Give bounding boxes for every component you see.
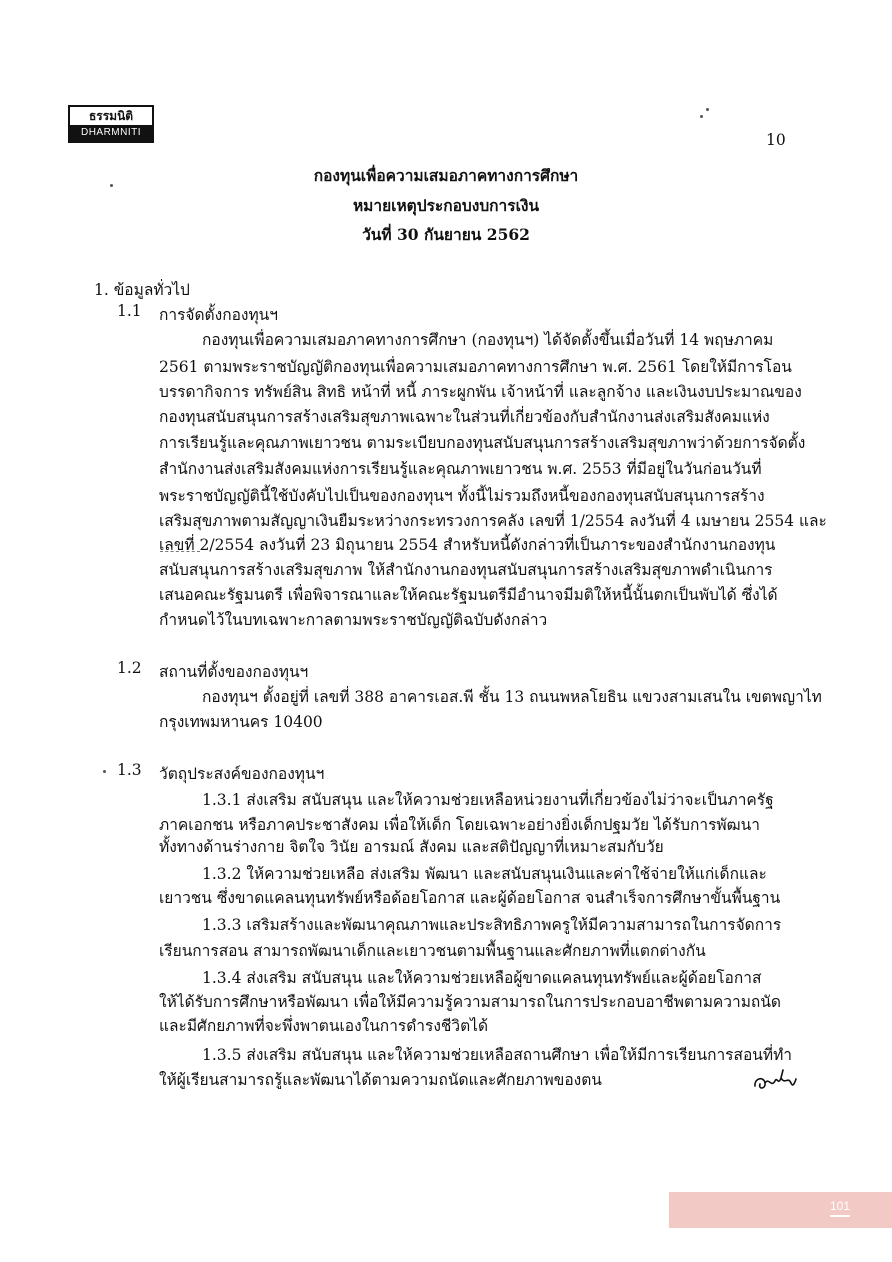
paragraph-line: สำนักงานส่งเสริมสังคมแห่งการเรียนรู้และคุณภาพเยาวชน พ.ศ. 2553 ที่มีอยู่ในวันก่อนวันที่ bbox=[159, 460, 762, 478]
objective-line: 1.3.4 ส่งเสริม สนับสนุน และให้ความช่วยเหลือผู้ขาดแคลนทุนทรัพย์และผู้ด้อยโอกาส bbox=[202, 969, 762, 987]
objective-line: และมีศักยภาพที่จะพึ่งพาตนเองในการดำรงชีวิตได้ bbox=[159, 1017, 489, 1035]
subsection-number-1-1: 1.1 bbox=[117, 302, 142, 320]
section-heading: 1. ข้อมูลทั่วไป bbox=[94, 281, 190, 299]
paragraph-line: เลขที่ 2/2554 ลงวันที่ 23 มิถุนายน 2554 สำหรับหนี้ดังกล่าวที่เป็นภาระของสำนักงานกองทุน bbox=[159, 536, 776, 554]
scan-dust bbox=[706, 108, 709, 111]
paragraph-line: กองทุนเพื่อความเสมอภาคทางการศึกษา (กองทุนฯ) ได้จัดตั้งขึ้นเมื่อวันที่ 14 พฤษภาคม bbox=[202, 331, 774, 349]
paragraph-line: เสนอคณะรัฐมนตรี เพื่อพิจารณาและให้คณะรัฐมนตรีมีอำนาจมีมติให้หนี้นั้นตกเป็นพับได้ ซึ่งได้ bbox=[159, 586, 778, 604]
paragraph-line: สนับสนุนการสร้างเสริมสุขภาพ ให้สำนักงานกองทุนสนับสนุนการสร้างเสริมสุขภาพดำเนินการ bbox=[159, 561, 773, 579]
objective-line: ทั้งทางด้านร่างกาย จิตใจ วินัย อารมณ์ สังคม และสติปัญญาที่เหมาะสมกับวัย bbox=[159, 838, 664, 856]
objective-line: ภาคเอกชน หรือภาคประชาสังคม เพื่อให้เด็ก โดยเฉพาะอย่างยิ่งเด็กปฐมวัย ได้รับการพัฒนา bbox=[159, 816, 760, 834]
signature-initial bbox=[752, 1064, 798, 1094]
scan-dust bbox=[700, 115, 703, 118]
paragraph-line: บรรดากิจการ ทรัพย์สิน สิทธิ หน้าที่ หนี้ ภาระผูกพัน เจ้าหน้าที่ และลูกจ้าง และเงินงบประมาณของ bbox=[159, 383, 802, 401]
paragraph-line: พระราชบัญญัตินี้ใช้บังคับไปเป็นของกองทุนฯ ทั้งนี้ไม่รวมถึงหนี้ของกองทุนสนับสนุนการสร้าง bbox=[159, 487, 765, 505]
objective-line: ให้ผู้เรียนสามารถรู้และพัฒนาได้ตามความถนัดและศักยภาพของตน bbox=[159, 1071, 602, 1089]
objective-line: 1.3.1 ส่งเสริม สนับสนุน และให้ความช่วยเหลือหน่วยงานที่เกี่ยวข้องไม่ว่าจะเป็นภาครัฐ bbox=[202, 791, 774, 809]
subsection-number-1-2: 1.2 bbox=[117, 659, 142, 677]
paragraph-line: กองทุนสนับสนุนการสร้างเสริมสุขภาพเฉพาะในส่วนที่เกี่ยวข้องกับสำนักงานส่งเสริมสังคมแห่ง bbox=[159, 408, 770, 426]
footer-page-number: 101 bbox=[830, 1199, 850, 1217]
scan-artifact-dash bbox=[160, 551, 200, 552]
objective-line: เยาวชน ซึ่งขาดแคลนทุนทรัพย์หรือด้อยโอกาส และผู้ด้อยโอกาส จนสำเร็จการศึกษาขั้นพื้นฐาน bbox=[159, 889, 781, 907]
objective-line: เรียนการสอน สามารถพัฒนาเด็กและเยาวชนตามพื้นฐานและศักยภาพที่แตกต่างกัน bbox=[159, 942, 706, 960]
page-number: 10 bbox=[766, 131, 786, 149]
subsection-title-1-1: การจัดตั้งกองทุนฯ bbox=[159, 306, 278, 324]
objective-line: ให้ได้รับการศึกษาหรือพัฒนา เพื่อให้มีความรู้ความสามารถในการประกอบอาชีพตามความถนัด bbox=[159, 993, 781, 1011]
objective-line: 1.3.3 เสริมสร้างและพัฒนาคุณภาพและประสิทธิภาพครูให้มีความสามารถในการจัดการ bbox=[202, 916, 782, 934]
subsection-title-1-2: สถานที่ตั้งของกองทุนฯ bbox=[159, 663, 309, 681]
report-date: วันที่ 30 กันยายน 2562 bbox=[362, 225, 530, 244]
footer-page-band bbox=[669, 1192, 892, 1228]
subsection-title-1-3: วัตถุประสงค์ของกองทุนฯ bbox=[159, 765, 325, 783]
paragraph-line: กำหนดไว้ในบทเฉพาะกาลตามพระราชบัญญัติฉบับดังกล่าว bbox=[159, 611, 548, 629]
paragraph-line: การเรียนรู้และคุณภาพเยาวชน ตามระเบียบกองทุนสนับสนุนการสร้างเสริมสุขภาพว่าด้วยการจัดตั้ง bbox=[159, 434, 806, 452]
report-subtitle: หมายเหตุประกอบงบการเงิน bbox=[352, 196, 540, 215]
paragraph-line: เสริมสุขภาพตามสัญญาเงินยืมระหว่างกระทรวงการคลัง เลขที่ 1/2554 ลงวันที่ 4 เมษายน 2554 และ bbox=[159, 512, 827, 530]
subsection-number-1-3: 1.3 bbox=[117, 761, 142, 779]
paragraph-line: 2561 ตามพระราชบัญญัติกองทุนเพื่อความเสมอภาคทางการศึกษา พ.ศ. 2561 โดยให้มีการโอน bbox=[159, 358, 792, 376]
paragraph-line: กองทุนฯ ตั้งอยู่ที่ เลขที่ 388 อาคารเอส.พี ชั้น 13 ถนนพหลโยธิน แขวงสามเสนใน เขตพญาไท bbox=[202, 688, 822, 706]
scan-dust bbox=[110, 184, 113, 187]
logo-latin-text: DHARMNITI bbox=[70, 125, 152, 141]
report-title: กองทุนเพื่อความเสมอภาคทางการศึกษา bbox=[313, 166, 579, 185]
objective-line: 1.3.5 ส่งเสริม สนับสนุน และให้ความช่วยเหลือสถานศึกษา เพื่อให้มีการเรียนการสอนที่ทำ bbox=[202, 1046, 792, 1064]
paragraph-line: กรุงเทพมหานคร 10400 bbox=[159, 713, 323, 731]
logo-thai-text: ธรรมนิติ bbox=[88, 109, 134, 123]
objective-line: 1.3.2 ให้ความช่วยเหลือ ส่งเสริม พัฒนา และสนับสนุนเงินและค่าใช้จ่ายให้แก่เด็กและ bbox=[202, 865, 767, 883]
dharmniti-logo bbox=[68, 105, 154, 143]
scan-dust bbox=[103, 770, 106, 773]
